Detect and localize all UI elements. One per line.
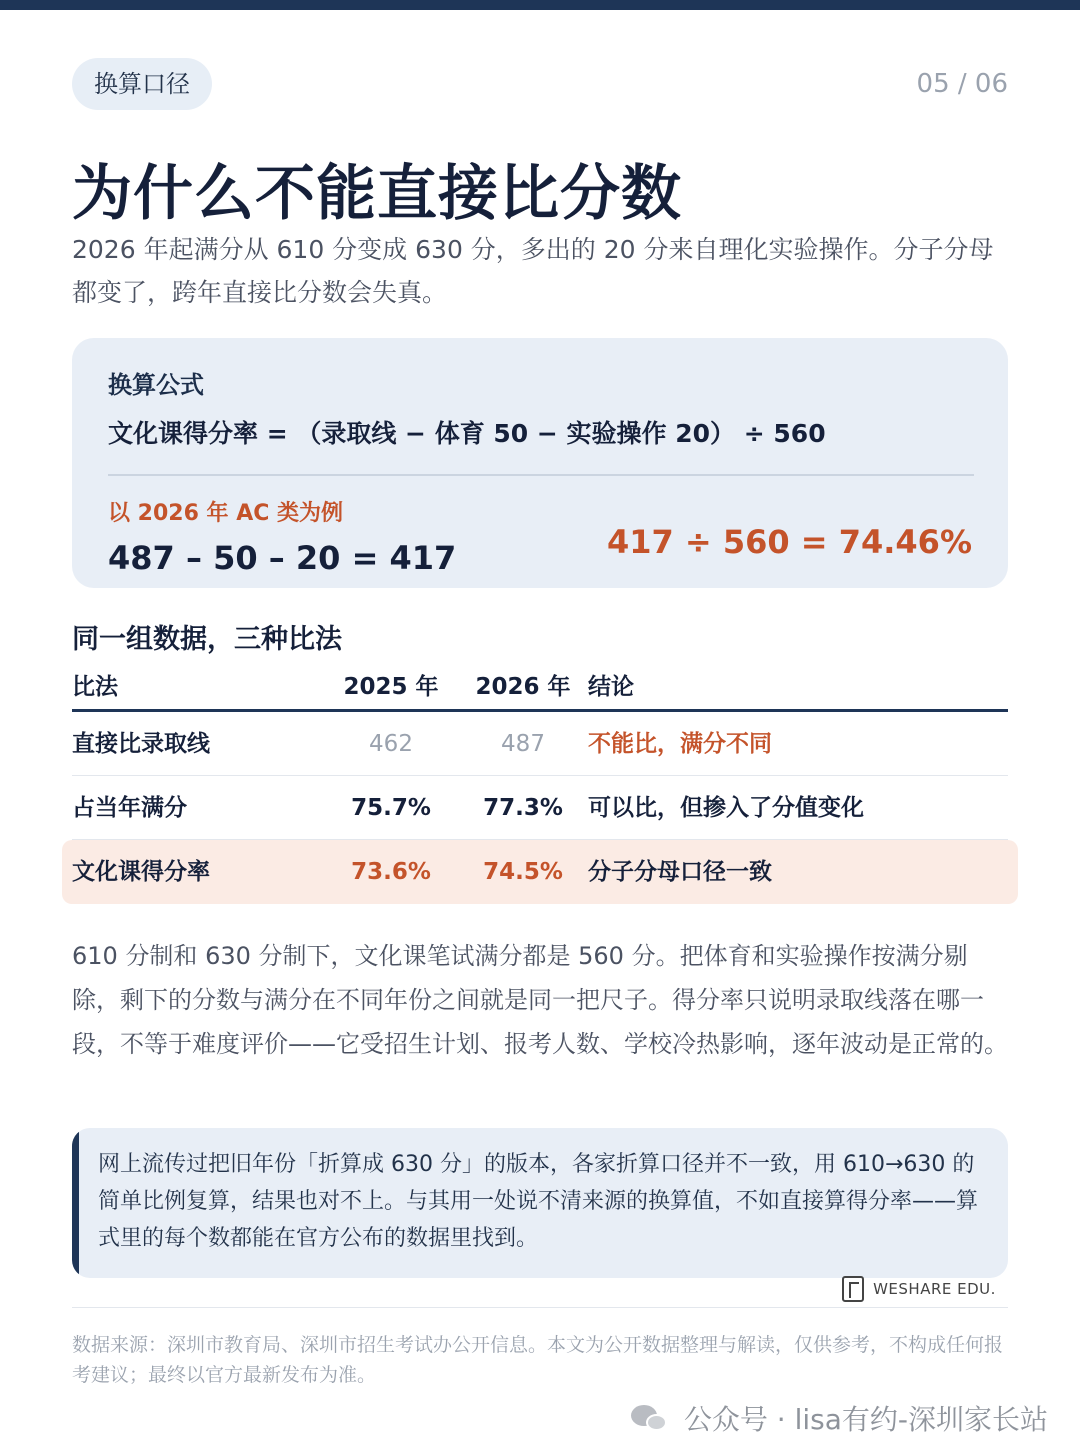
table-row (72, 712, 1008, 776)
intro-paragraph: 2026 年起满分从 610 分变成 630 分，多出的 20 分来自理化实验操作。分子分母都变了，跨年直接比分数会失真。 (72, 235, 994, 307)
row-2025-value: 75.7% (351, 795, 431, 821)
formula-card (72, 338, 1008, 588)
header-2026: 2026 年 (475, 674, 571, 700)
header-method: 比法 (72, 674, 118, 700)
footer-divider (72, 1307, 1008, 1308)
row-method: 文化课得分率 (72, 859, 210, 885)
row-2026-value: 74.5% (483, 859, 563, 885)
comparison-table (72, 664, 1008, 904)
example-label: 以 2026 年 AC 类为例 (108, 501, 344, 526)
formula-divider (108, 474, 974, 476)
wechat-watermark (631, 1398, 1048, 1438)
note-accent-bar (72, 1128, 79, 1278)
table-row-highlighted (62, 840, 1018, 904)
formula-text: 文化课得分率 = （录取线 − 体育 50 − 实验操作 20） ÷ 560 (108, 419, 826, 448)
section-tag: 换算口径 (72, 58, 212, 110)
row-method: 直接比录取线 (72, 731, 210, 757)
watermark-text: 公众号 · lisa有约-深圳家长站 (683, 1403, 1048, 1436)
table-header-row (72, 664, 1008, 712)
row-conclusion: 不能比，满分不同 (588, 731, 772, 757)
row-conclusion: 分子分母口径一致 (588, 859, 772, 885)
comparison-title: 同一组数据，三种比法 (72, 624, 342, 655)
brand-text: WESHARE EDU. (873, 1280, 996, 1298)
example-calculation: 487 – 50 – 20 = 417 (108, 539, 457, 577)
row-2025-value: 73.6% (351, 859, 431, 885)
row-conclusion: 可以比，但掺入了分值变化 (588, 795, 864, 821)
wechat-icon (631, 1403, 671, 1433)
note-text: 网上流传过把旧年份「折算成 630 分」的版本，各家折算口径并不一致，用 610→630 的简单比例复算，结果也对不上。与其用一处说不清来源的换算值，不如直接算得分率——算式里的每个数都能在官方公布的数据里找到。 (98, 1152, 979, 1251)
brand-logo (842, 1276, 996, 1306)
note-callout (72, 1128, 1008, 1278)
page-indicator: 05 / 06 (916, 69, 1008, 99)
footer-source-note: 数据来源：深圳市教育局、深圳市招生考试办公开信息。本文为公开数据整理与解读，仅供参考，不构成任何报考建议；最终以官方最新发布为准。 (72, 1334, 1004, 1386)
formula-heading: 换算公式 (108, 371, 204, 399)
table-row (72, 776, 1008, 840)
row-2025-value: 462 (369, 731, 413, 757)
header-2025: 2025 年 (343, 674, 439, 700)
row-2026-value: 77.3% (483, 795, 563, 821)
top-accent-bar (0, 0, 1080, 10)
row-2026-value: 487 (501, 731, 545, 757)
example-result: 417 ÷ 560 = 74.46% (606, 523, 972, 561)
page-title: 为什么不能直接比分数 (72, 159, 682, 229)
explanation-paragraph: 610 分制和 630 分制下，文化课笔试满分都是 560 分。把体育和实验操作按满分剔除，剩下的分数与满分在不同年份之间就是同一把尺子。得分率只说明录取线落在哪一段，不等于难度评价——它受招生计划、报考人数、学校冷热影响，逐年波动是正常的。 (72, 942, 1008, 1058)
row-method: 占当年满分 (72, 795, 187, 821)
brand-mark-icon (842, 1276, 864, 1302)
header-conclusion: 结论 (588, 674, 634, 700)
